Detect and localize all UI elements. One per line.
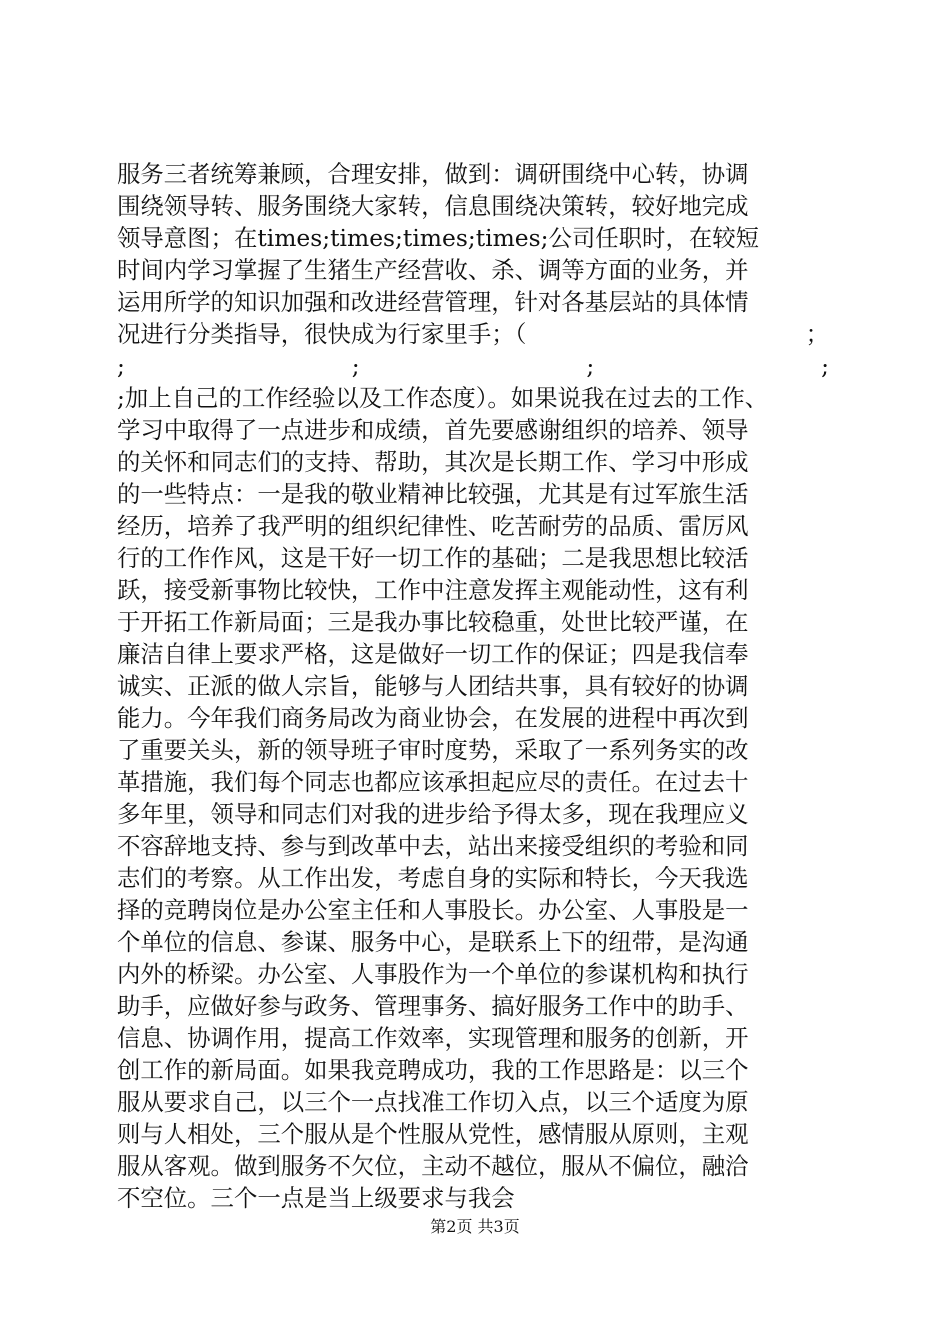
- text-line: 能力。今年我们商务局改为商业协会，在发展的进程中再次到: [117, 704, 749, 732]
- semicolon: ;: [821, 352, 829, 380]
- text-line: 廉洁自律上要求严格，这是做好一切工作的保证；四是我信奉: [117, 640, 749, 668]
- text-line: 服从要求自己，以三个一点找准工作切入点，以三个适度为原: [117, 1088, 749, 1116]
- text-line: 创工作的新局面。如果我竞聘成功，我的工作思路是：以三个: [117, 1056, 749, 1084]
- text-line: 的关怀和同志们的支持、帮助，其次是长期工作、学习中形成: [117, 448, 749, 476]
- text-line: [117, 318, 829, 350]
- text-line: 的一些特点：一是我的敬业精神比较强，尤其是有过军旅生活: [117, 480, 749, 508]
- page-footer: [0, 1216, 950, 1238]
- semicolon: ;: [351, 352, 360, 380]
- text-line: 不容辞地支持、参与到改革中去，站出来接受组织的考验和同: [117, 832, 749, 860]
- text-line: 于开拓工作新局面；三是我办事比较稳重，处世比较严谨，在: [117, 608, 749, 636]
- text-line: 志们的考察。从工作出发，考虑自身的实际和特长，今天我选: [117, 864, 749, 892]
- text-line: 了重要关头，新的领导班子审时度势，采取了一系列务实的改: [117, 736, 749, 764]
- semicolon-row: [117, 350, 829, 382]
- text-line-tail: ；: [805, 320, 829, 348]
- semicolon: ;: [117, 352, 125, 380]
- body-text: [117, 158, 829, 1214]
- text-line: 时间内学习掌握了生猪生产经营收、杀、调等方面的业务，并: [117, 256, 749, 284]
- text-line-start: 况进行分类指导，很快成为行家里手；（: [117, 320, 527, 348]
- text-line: 运用所学的知识加强和改进经营管理，针对各基层站的具体情: [117, 288, 749, 316]
- text-line: 个单位的信息、参谋、服务中心，是联系上下的纽带，是沟通: [117, 928, 749, 956]
- text-line: 服从客观。做到服务不欠位，主动不越位，服从不偏位，融洽: [117, 1152, 749, 1180]
- text-line: 学习中取得了一点进步和成绩，首先要感谢组织的培养、领导: [117, 416, 749, 444]
- text-line: 不空位。三个一点是当上级要求与我会: [117, 1184, 515, 1212]
- text-line: 信息、协调作用，提高工作效率，实现管理和服务的创新，开: [117, 1024, 749, 1052]
- text-line: 跃，接受新事物比较快，工作中注意发挥主观能动性，这有利: [117, 576, 749, 604]
- text-line: 多年里，领导和同志们对我的进步给予得太多，现在我理应义: [117, 800, 749, 828]
- text-line: 行的工作作风，这是干好一切工作的基础；二是我思想比较活: [117, 544, 749, 572]
- text-line: 围绕领导转、服务围绕大家转，信息围绕决策转，较好地完成: [117, 192, 749, 220]
- text-line: 内外的桥梁。办公室、人事股作为一个单位的参谋机构和执行: [117, 960, 749, 988]
- semicolon: ;: [586, 352, 595, 380]
- text-line: ;加上自己的工作经验以及工作态度）。如果说我在过去的工作、: [117, 384, 769, 412]
- text-line: 服务三者统筹兼顾，合理安排，做到：调研围绕中心转，协调: [117, 160, 749, 188]
- text-line: 则与人相处，三个服从是个性服从党性，感情服从原则，主观: [117, 1120, 749, 1148]
- text-line: 革措施，我们每个同志也都应该承担起应尽的责任。在过去十: [117, 768, 749, 796]
- text-line: 助手，应做好参与政务、管理事务、搞好服务工作中的助手、: [117, 992, 749, 1020]
- text-line: 领导意图；在times;times;times;times;公司任职时，在较短: [117, 224, 760, 252]
- page-number: 第2页 共3页: [430, 1217, 520, 1236]
- text-line: 经历，培养了我严明的组织纪律性、吃苦耐劳的品质、雷厉风: [117, 512, 749, 540]
- text-line: 诚实、正派的做人宗旨，能够与人团结共事，具有较好的协调: [117, 672, 749, 700]
- text-line: 择的竞聘岗位是办公室主任和人事股长。办公室、人事股是一: [117, 896, 749, 924]
